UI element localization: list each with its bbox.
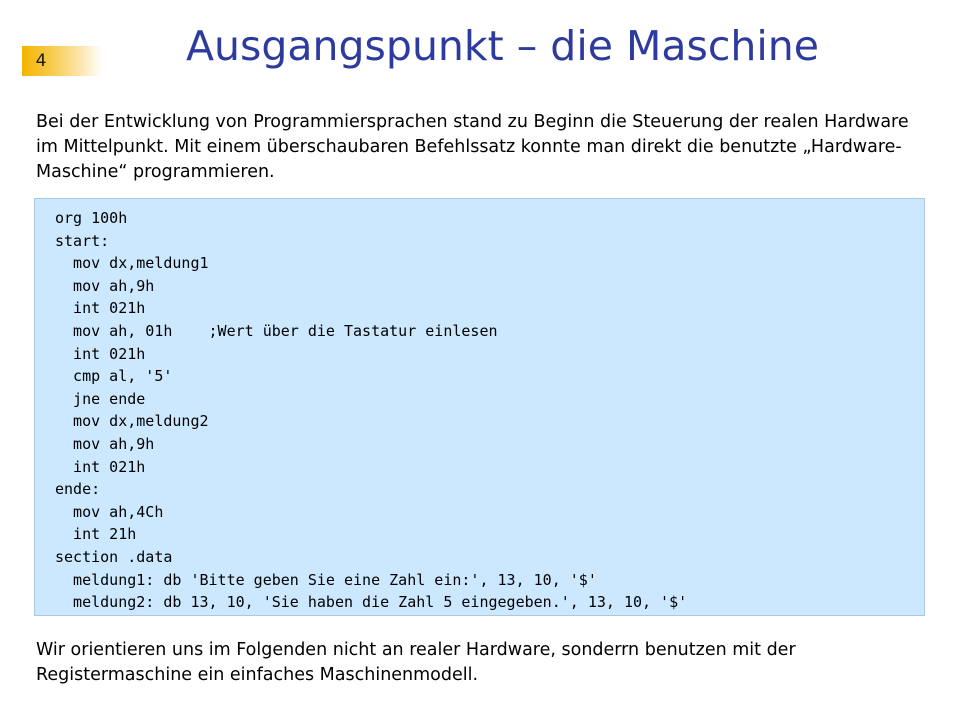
code-line: mov ah,9h — [55, 276, 155, 295]
code-line: meldung1: db 'Bitte geben Sie eine Zahl ein:', 13, 10, '$' — [55, 570, 597, 589]
code-line: mov ah, 01h ;Wert über die Tastatur einlesen — [55, 321, 498, 340]
code-line: ende: — [55, 480, 101, 499]
code-line: mov dx,meldung2 — [55, 412, 209, 431]
code-line: meldung2: db 13, 10, 'Sie haben die Zahl 5 eingegeben.', 13, 10, '$' — [55, 593, 688, 612]
slide-title: Ausgangspunkt – die Maschine — [186, 22, 819, 70]
page-number-badge — [22, 46, 102, 76]
code-listing — [34, 198, 925, 616]
code-line: mov dx,meldung1 — [55, 254, 209, 273]
code-line: cmp al, '5' — [55, 367, 173, 386]
code-line: section .data — [55, 547, 173, 566]
code-line: mov ah,9h — [55, 434, 155, 453]
code-line: int 21h — [55, 525, 137, 544]
code-line: org 100h — [55, 209, 128, 227]
outro-paragraph: Wir orientieren uns im Folgenden nicht an realer Hardware, sonderrn benutzen mit der Registermaschine ein einfaches Maschinenmodell. — [36, 640, 796, 685]
page-number: 4 — [35, 51, 47, 71]
code-line: mov ah,4Ch — [55, 502, 164, 521]
code-line: start: — [55, 231, 110, 250]
code-line: jne ende — [55, 389, 146, 408]
code-line: int 021h — [55, 299, 146, 318]
code-line: int 021h — [55, 344, 146, 363]
code-line: int 021h — [55, 457, 146, 476]
intro-paragraph: Bei der Entwicklung von Programmiersprachen stand zu Beginn die Steuerung der realen Hardware im Mittelpunkt. Mit einem überschaubaren Befehlssatz konnte man direkt die benutzte „Hardware-Maschine“ programmieren. — [36, 112, 909, 182]
